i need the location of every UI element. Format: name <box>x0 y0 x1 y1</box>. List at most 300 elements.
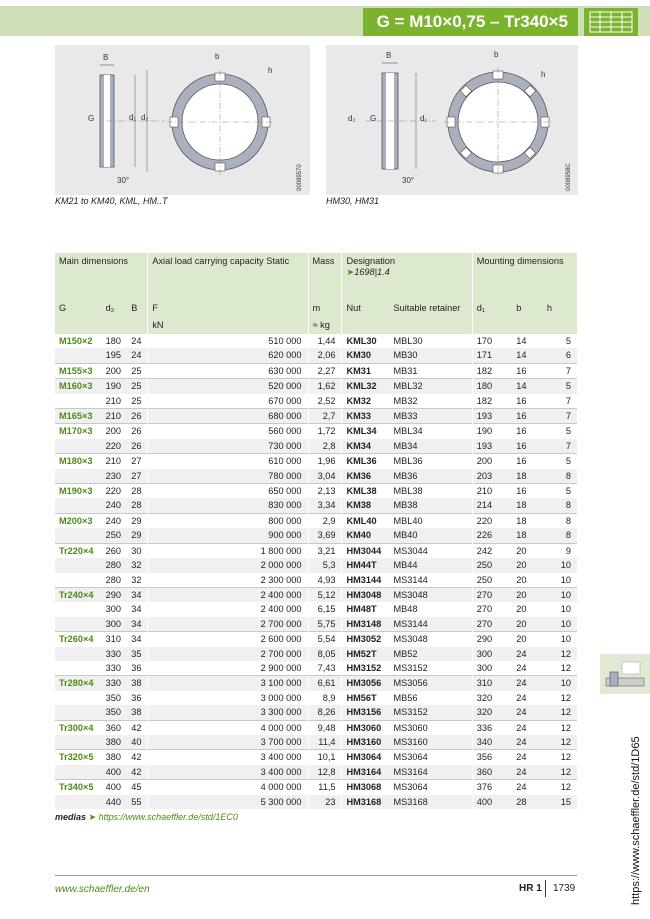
cell-d1: 190 <box>472 424 512 439</box>
table-row <box>55 573 577 588</box>
cell-B: 25 <box>131 395 142 406</box>
cell-d1: 340 <box>472 735 512 750</box>
cell-h: 5 <box>543 484 577 499</box>
cell-G <box>55 661 102 676</box>
cell-b: 16 <box>516 395 527 406</box>
cell-retainer: MBL36 <box>389 454 472 469</box>
cell-b: 20 <box>512 587 543 602</box>
header-main-dimensions: Main dimensions <box>55 253 148 300</box>
cell-nut: HM3160 <box>342 735 389 750</box>
cell-nut: KM32 <box>342 394 389 409</box>
label-d1: d₁ <box>420 114 428 123</box>
cell-d1: 270 <box>472 617 512 632</box>
cell-B: 27 <box>127 454 148 469</box>
cell-retainer: MBL32 <box>389 379 472 394</box>
cell-m: 3,69 <box>308 528 342 543</box>
cell-F: 2 000 000 <box>148 558 308 572</box>
cell-d2: 440 <box>102 795 128 809</box>
table-row <box>55 558 577 572</box>
cell-B: 34 <box>131 604 142 615</box>
cell-G: Tr320×5 <box>55 750 102 765</box>
cell-b: 24 <box>512 647 543 661</box>
cell-retainer: MS3048 <box>389 587 472 602</box>
cell-F: 2 900 000 <box>148 661 308 676</box>
table-row <box>55 424 577 439</box>
cell-h: 12 <box>543 705 577 720</box>
cell-G <box>55 528 102 543</box>
cell-G <box>55 469 102 484</box>
label-b: b <box>494 50 499 59</box>
figure-km-nut <box>55 45 310 195</box>
figure-code: 0008958C <box>566 163 572 191</box>
cell-b: 14 <box>516 336 527 346</box>
cell-F: 3 400 000 <box>148 765 308 780</box>
cell-G: Tr340×5 <box>55 780 102 795</box>
header-mounting: Mounting dimensions <box>472 253 577 300</box>
cell-nut: HM3152 <box>342 661 389 676</box>
cell-G <box>55 498 102 513</box>
cell-F: 730 000 <box>148 439 308 454</box>
cell-F: 830 000 <box>148 498 308 513</box>
cell-m: 1,44 <box>308 334 342 348</box>
cell-b: 20 <box>516 574 527 585</box>
designation-ref: 1698|1.4 <box>354 267 390 277</box>
cell-G: Tr240×4 <box>55 587 102 602</box>
col-B: B <box>127 300 148 317</box>
figure-code: 00089570 <box>297 164 303 191</box>
cell-h: 10 <box>543 617 577 632</box>
cell-b: 20 <box>516 604 527 615</box>
cell-d2: 330 <box>105 662 121 673</box>
cell-nut: HM3048 <box>342 587 389 602</box>
cell-h: 7 <box>565 395 571 406</box>
cell-d2: 195 <box>102 348 128 363</box>
cell-d2: 300 <box>102 617 128 632</box>
cell-F: 610 000 <box>148 454 308 469</box>
cell-h: 5 <box>543 424 577 439</box>
cell-b: 16 <box>512 424 543 439</box>
cell-m: 8,9 <box>308 691 342 705</box>
cell-d2: 330 <box>102 647 128 661</box>
cell-nut: HM3068 <box>342 780 389 795</box>
cell-B: 30 <box>127 543 148 558</box>
cell-m: 3,04 <box>308 469 342 484</box>
cell-G: Tr220×4 <box>55 543 102 558</box>
cell-h: 7 <box>543 439 577 454</box>
cell-nut: KML36 <box>342 454 389 469</box>
cell-nut: KM40 <box>342 528 389 543</box>
cell-retainer: MB31 <box>389 363 472 378</box>
cell-b: 24 <box>512 676 543 691</box>
cell-F: 3 100 000 <box>148 676 308 691</box>
cell-F: 510 000 <box>148 334 308 348</box>
figure-hm-nut <box>326 45 578 195</box>
cell-B: 32 <box>131 574 142 585</box>
cell-m: 12,8 <box>308 765 342 780</box>
cell-m: 23 <box>308 795 342 809</box>
cell-nut: HM3044 <box>342 543 389 558</box>
cell-B: 25 <box>127 363 148 378</box>
cell-h: 8 <box>543 513 577 528</box>
cell-h: 10 <box>543 558 577 572</box>
table-body <box>55 334 577 809</box>
cell-h: 8 <box>543 469 577 484</box>
table-row <box>55 394 577 409</box>
cell-nut: KML38 <box>342 484 389 499</box>
col-m: m <box>308 300 342 317</box>
cell-G <box>55 691 102 705</box>
table-row <box>55 661 577 676</box>
cell-F: 2 700 000 <box>148 647 308 661</box>
cell-B: 27 <box>127 469 148 484</box>
cell-b: 18 <box>512 498 543 513</box>
table-row <box>55 765 577 780</box>
cell-b: 24 <box>516 662 527 673</box>
table-row <box>55 720 577 735</box>
cell-d1: 400 <box>472 795 512 809</box>
cell-F: 900 000 <box>148 528 308 543</box>
table-row <box>55 379 577 394</box>
cell-h: 12 <box>543 765 577 780</box>
label-B: B <box>103 53 109 62</box>
cell-b: 24 <box>512 765 543 780</box>
cell-m: 2,27 <box>308 363 342 378</box>
table-row <box>55 439 577 454</box>
cell-retainer: MB30 <box>389 348 472 363</box>
cell-nut: KM31 <box>342 363 389 378</box>
cell-B: 42 <box>127 720 148 735</box>
cell-G <box>55 439 102 454</box>
cell-nut: HM3148 <box>342 617 389 632</box>
cell-h: 12 <box>543 780 577 795</box>
cell-G <box>55 735 102 750</box>
cell-nut: HM3056 <box>342 676 389 691</box>
cell-nut: KML34 <box>342 424 389 439</box>
footer-section: HR 1 <box>519 883 542 894</box>
cell-F: 650 000 <box>148 484 308 499</box>
cell-B: 38 <box>127 705 148 720</box>
cell-nut: KM34 <box>342 439 389 454</box>
cell-d2: 250 <box>102 528 128 543</box>
cell-F: 560 000 <box>148 424 308 439</box>
cell-b: 24 <box>512 705 543 720</box>
label-d2: d₂ <box>348 114 356 123</box>
label-G: G <box>88 114 95 123</box>
cell-retainer: MS3144 <box>393 574 428 585</box>
cell-B: 29 <box>127 528 148 543</box>
cell-nut: HM3064 <box>342 750 389 765</box>
cell-B: 24 <box>127 348 148 363</box>
cell-G <box>55 617 102 632</box>
cell-G <box>55 573 102 588</box>
cell-d2: 210 <box>102 454 128 469</box>
top-header-bar <box>0 0 650 40</box>
cell-d2: 280 <box>102 558 128 572</box>
cell-d2: 190 <box>102 379 128 394</box>
table-row <box>55 484 577 499</box>
cell-d1: 182 <box>472 394 512 409</box>
cell-F: 5 300 000 <box>148 795 308 809</box>
cell-retainer: MBL34 <box>389 424 472 439</box>
cell-d1: 242 <box>472 543 512 558</box>
cell-nut: HM3144 <box>342 573 389 588</box>
cell-retainer: MS3064 <box>389 780 472 795</box>
cell-h: 10 <box>543 676 577 691</box>
cell-h: 12 <box>543 735 577 750</box>
cell-m: 5,75 <box>308 617 342 632</box>
cell-F: 3 700 000 <box>148 735 308 750</box>
cell-retainer: MS3144 <box>389 617 472 632</box>
cell-h: 5 <box>543 454 577 469</box>
cell-b: 20 <box>512 558 543 572</box>
cell-F: 2 300 000 <box>148 573 308 588</box>
cell-nut: HM3168 <box>342 795 389 809</box>
cell-h: 15 <box>543 795 577 809</box>
cell-retainer: MBL38 <box>389 484 472 499</box>
cell-m: 6,15 <box>308 602 342 616</box>
cell-F: 4 000 000 <box>148 780 308 795</box>
unit-F: kN <box>148 317 308 334</box>
cell-retainer: MB38 <box>389 498 472 513</box>
cell-h: 6 <box>543 348 577 363</box>
media-link-line <box>55 812 238 823</box>
cell-d1: 220 <box>472 513 512 528</box>
cell-d2: 310 <box>102 632 128 647</box>
cell-d2: 360 <box>102 720 128 735</box>
cell-h: 10 <box>543 587 577 602</box>
table-row <box>55 735 577 750</box>
cell-d1: 250 <box>472 573 512 588</box>
cell-m: 6,61 <box>308 676 342 691</box>
side-thumbnail-tab <box>600 654 650 694</box>
cell-d2: 210 <box>105 395 121 406</box>
cell-G <box>55 602 102 616</box>
label-angle: 30° <box>117 176 130 185</box>
cell-h: 12 <box>560 692 571 703</box>
table-row <box>55 513 577 528</box>
table-row <box>55 691 577 705</box>
cell-b: 24 <box>512 720 543 735</box>
cell-nut: HM3156 <box>342 705 389 720</box>
cell-retainer: MB40 <box>389 528 472 543</box>
cell-G <box>55 795 102 809</box>
cell-h: 7 <box>543 363 577 378</box>
cell-d2: 350 <box>102 705 128 720</box>
cell-F: 2 400 000 <box>148 602 308 616</box>
cell-d1: 203 <box>472 469 512 484</box>
cell-m: 11,5 <box>308 780 342 795</box>
cell-h: 12 <box>560 662 571 673</box>
cell-B: 42 <box>127 765 148 780</box>
label-B: B <box>386 51 392 60</box>
cell-retainer: MB44 <box>389 558 472 572</box>
table-icon <box>584 8 638 36</box>
side-url[interactable]: https://www.schaeffler.de/std/1D65 <box>630 736 642 905</box>
cell-retainer: MS3152 <box>389 705 472 720</box>
table-row <box>55 632 577 647</box>
cell-d1: 320 <box>472 705 512 720</box>
cell-h: 10 <box>560 574 571 585</box>
cell-b: 24 <box>516 692 527 703</box>
media-label: medias <box>55 812 87 822</box>
cell-B: 29 <box>127 513 148 528</box>
cell-B: 25 <box>127 379 148 394</box>
cell-B: 42 <box>127 750 148 765</box>
label-b: b <box>215 52 220 61</box>
cell-d1: 250 <box>472 558 512 572</box>
footer-separator <box>545 880 546 897</box>
cell-G <box>55 647 102 661</box>
cell-retainer: MS3048 <box>389 632 472 647</box>
cell-d2: 220 <box>102 439 128 454</box>
cell-m: 2,7 <box>308 409 342 424</box>
cell-retainer: MB32 <box>393 395 418 406</box>
cell-d2: 200 <box>102 363 128 378</box>
col-d2: d₂ <box>102 300 128 317</box>
cell-d1: 210 <box>472 484 512 499</box>
cell-G <box>55 348 102 363</box>
cell-d2: 380 <box>102 735 128 750</box>
cell-b: 14 <box>512 348 543 363</box>
cell-nut: KM33 <box>342 409 389 424</box>
cell-h: 10 <box>543 632 577 647</box>
cell-b: 20 <box>512 632 543 647</box>
footer-divider <box>55 875 577 876</box>
cell-F: 2 700 000 <box>148 617 308 632</box>
cell-G: Tr280×4 <box>55 676 102 691</box>
cell-d2: 380 <box>102 750 128 765</box>
table-row <box>55 498 577 513</box>
cell-B: 26 <box>127 439 148 454</box>
cell-G <box>55 765 102 780</box>
cell-d1: 336 <box>472 720 512 735</box>
cell-d1: 226 <box>472 528 512 543</box>
cell-F: 2 600 000 <box>148 632 308 647</box>
arrow-icon: ➤ <box>346 267 355 277</box>
cell-m: 1,62 <box>308 379 342 394</box>
cell-d1: 170 <box>472 334 512 348</box>
col-d1: d₁ <box>472 300 512 317</box>
cell-b: 18 <box>512 528 543 543</box>
cell-h: 12 <box>543 750 577 765</box>
cell-b: 16 <box>512 439 543 454</box>
cell-b: 16 <box>512 409 543 424</box>
cell-retainer: MS3064 <box>389 750 472 765</box>
cell-F: 1 800 000 <box>148 543 308 558</box>
cell-d1: 270 <box>472 602 512 616</box>
cell-m: 3,21 <box>308 543 342 558</box>
cell-m: 11,4 <box>308 735 342 750</box>
cell-d2: 330 <box>102 676 128 691</box>
cell-retainer: MB33 <box>389 409 472 424</box>
cell-d2: 260 <box>102 543 128 558</box>
cell-m: 2,52 <box>308 394 342 409</box>
cell-d1: 360 <box>472 765 512 780</box>
cell-b: 14 <box>512 379 543 394</box>
figure-caption: KM21 to KM40, KML, HM..T <box>55 196 168 206</box>
table-row <box>55 454 577 469</box>
label-h: h <box>541 70 546 79</box>
cell-nut: HM3164 <box>342 765 389 780</box>
label-h: h <box>268 66 273 75</box>
cell-nut: HM48T <box>342 602 389 616</box>
cell-retainer: MB34 <box>389 439 472 454</box>
cell-d1: 193 <box>472 439 512 454</box>
cell-retainer: MB48 <box>393 604 418 615</box>
cell-G <box>55 705 102 720</box>
cell-B: 24 <box>131 336 142 346</box>
cell-G <box>55 394 102 409</box>
cell-d1: 300 <box>472 661 512 676</box>
cell-b: 24 <box>512 735 543 750</box>
col-G: G <box>55 300 102 317</box>
cell-m: 9,48 <box>308 720 342 735</box>
col-nut: Nut <box>342 300 389 317</box>
cell-G: M160×3 <box>55 379 102 394</box>
cell-nut: KM30 <box>342 348 389 363</box>
km-nut-drawing <box>55 45 310 195</box>
table-row <box>55 469 577 484</box>
footer-url[interactable]: www.schaeffler.de/en <box>55 884 150 895</box>
cell-m: 2,06 <box>308 348 342 363</box>
header-axial-load: Axial load carrying capacity Static <box>148 253 308 300</box>
cell-d2: 200 <box>102 424 128 439</box>
cell-d1: 270 <box>472 587 512 602</box>
cell-nut: HM52T <box>342 647 389 661</box>
cell-G: M180×3 <box>55 454 102 469</box>
cell-F: 4 000 000 <box>148 720 308 735</box>
table-row <box>55 587 577 602</box>
cell-d1: 214 <box>472 498 512 513</box>
table-row <box>55 780 577 795</box>
cell-nut: KM36 <box>342 469 389 484</box>
cell-d2: 220 <box>102 484 128 499</box>
cell-m: 8,26 <box>308 705 342 720</box>
page-number: 1739 <box>553 883 576 894</box>
cell-h: 8 <box>543 528 577 543</box>
cell-d2: 230 <box>102 469 128 484</box>
header-designation <box>342 253 472 300</box>
cell-b: 20 <box>512 543 543 558</box>
cell-nut: HM44T <box>342 558 389 572</box>
arrow-icon: ➤ <box>88 812 97 822</box>
cell-retainer: MB56 <box>393 692 418 703</box>
cell-B: 45 <box>127 780 148 795</box>
cell-retainer: MS3056 <box>389 676 472 691</box>
label-angle: 30° <box>402 176 415 185</box>
cell-h: 7 <box>543 409 577 424</box>
cell-d2: 180 <box>105 336 121 346</box>
cell-B: 40 <box>127 735 148 750</box>
cell-d1: 310 <box>472 676 512 691</box>
cell-b: 16 <box>512 454 543 469</box>
cell-b: 18 <box>512 469 543 484</box>
table-row <box>55 617 577 632</box>
cell-F: 3 000 000 <box>148 691 308 705</box>
table-row <box>55 705 577 720</box>
cell-G: Tr300×4 <box>55 720 102 735</box>
cell-B: 34 <box>127 617 148 632</box>
media-link[interactable]: https://www.schaeffler.de/std/1EC0 <box>98 812 238 822</box>
col-retainer: Suitable retainer <box>389 300 472 317</box>
designation-label: Designation <box>346 256 396 266</box>
cell-m: 7,43 <box>308 661 342 676</box>
col-b: b <box>512 300 543 317</box>
cell-G: M155×3 <box>55 363 102 378</box>
cell-B: 34 <box>127 587 148 602</box>
cell-B: 28 <box>127 484 148 499</box>
cell-F: 520 000 <box>148 379 308 394</box>
